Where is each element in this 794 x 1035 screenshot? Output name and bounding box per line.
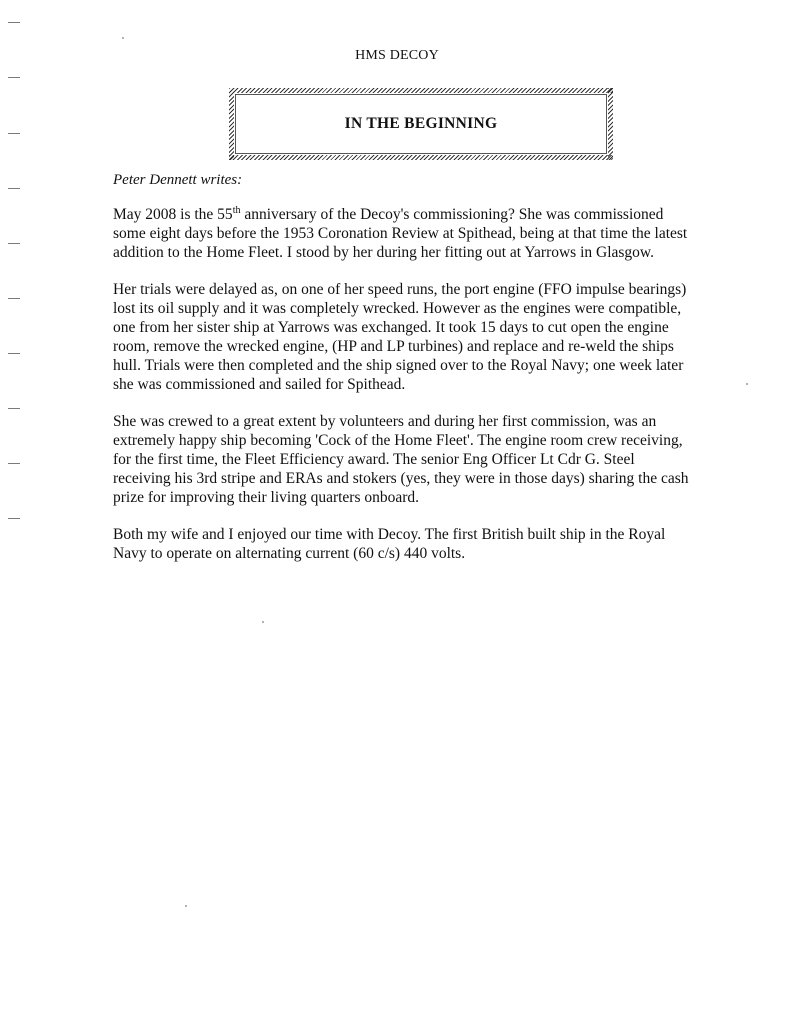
- text-line: lost its oil supply and it was completely wrecked. However as the engines were compatible,: [113, 300, 682, 317]
- margin-tick: [8, 408, 20, 409]
- scan-speck: [122, 37, 124, 39]
- ordinal-superscript: th: [232, 205, 241, 216]
- scan-speck: [185, 905, 187, 907]
- text-line: she was commissioned and sailed for Spithead.: [113, 376, 406, 393]
- article-title: IN THE BEGINNING: [344, 115, 498, 132]
- margin-tick: [8, 463, 20, 464]
- margin-tick: [8, 298, 20, 299]
- scan-speck: [262, 621, 264, 623]
- margin-tick: [8, 243, 20, 244]
- byline: Peter Dennett writes:: [113, 172, 243, 188]
- margin-tick: [8, 77, 20, 78]
- text-line: receiving his 3rd stripe and ERAs and stokers (yes, they were in those days) sharing the cash: [113, 470, 689, 487]
- text-line: She was crewed to a great extent by volunteers and during her first commission, was an: [113, 413, 657, 430]
- scan-margin-marks: [8, 0, 22, 540]
- title-box-border: [229, 155, 613, 160]
- text-line: one from her sister ship at Yarrows was exchanged. It took 15 days to cut open the engine: [113, 319, 669, 336]
- paragraph: [113, 412, 723, 507]
- title-box: [229, 88, 613, 160]
- text-line: Both my wife and I enjoyed our time with Decoy. The first British built ship in the Royal: [113, 526, 666, 543]
- article-body: [113, 205, 723, 581]
- text-line: for the first time, the Fleet Efficiency award. The senior Eng Officer Lt Cdr G. Steel: [113, 451, 635, 468]
- title-box-border: [229, 88, 613, 93]
- text-line: [113, 205, 723, 224]
- text-line: addition to the Home Fleet. I stood by her during her fitting out at Yarrows in Glasgow.: [113, 244, 654, 261]
- margin-tick: [8, 133, 20, 134]
- text-line: hull. Trials were then completed and the ship signed over to the Royal Navy; one week later: [113, 357, 684, 374]
- paragraph: [113, 525, 723, 563]
- text-line: prize for improving their living quarters onboard.: [113, 489, 420, 506]
- running-header: HMS DECOY: [355, 48, 439, 63]
- text-line: room, remove the wrecked engine, (HP and LP turbines) and replace and re-weld the ships: [113, 338, 674, 355]
- text-line: some eight days before the 1953 Coronation Review at Spithead, being at that time the latest: [113, 225, 688, 242]
- paragraph: [113, 205, 723, 262]
- paragraph: [113, 280, 723, 394]
- margin-tick: [8, 518, 20, 519]
- margin-tick: [8, 188, 20, 189]
- text-line: Navy to operate on alternating current (60 c/s) 440 volts.: [113, 545, 466, 562]
- text-fragment: anniversary of the Decoy's commissioning? She was commissioned: [240, 206, 664, 223]
- text-line: extremely happy ship becoming 'Cock of the Home Fleet'. The engine room crew receiving,: [113, 432, 683, 449]
- text-fragment: May 2008 is the 55: [113, 206, 233, 223]
- text-line: Her trials were delayed as, on one of her speed runs, the port engine (FFO impulse bearings): [113, 281, 687, 298]
- margin-tick: [8, 353, 20, 354]
- scan-speck: [746, 383, 748, 385]
- margin-tick: [8, 22, 20, 23]
